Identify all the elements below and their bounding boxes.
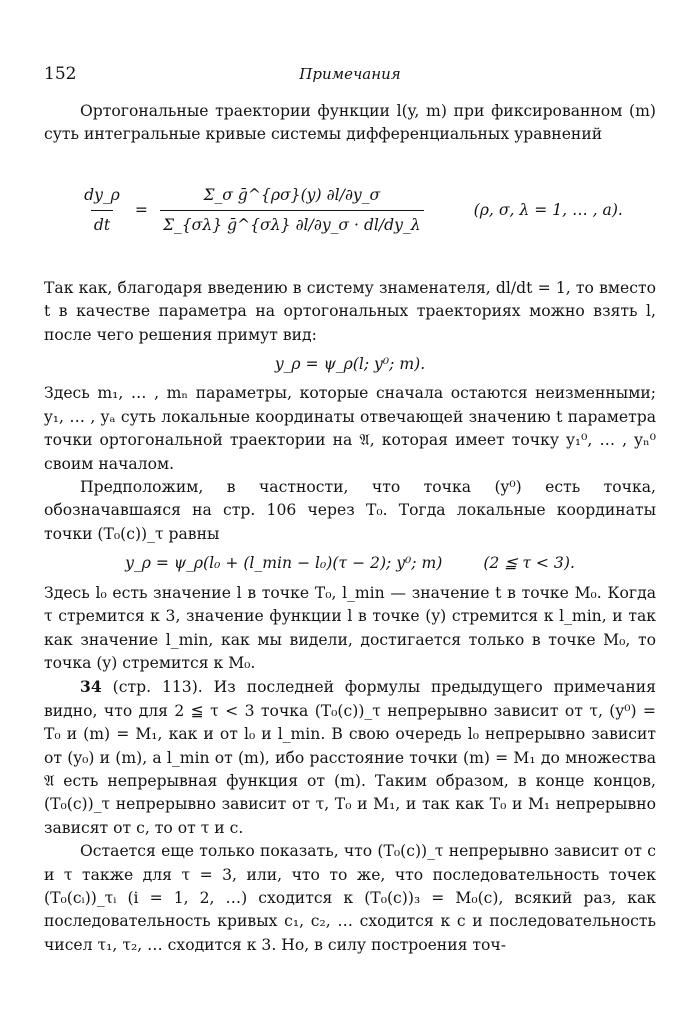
page-number: 152 [44, 64, 77, 84]
system-index-range: (ρ, σ, λ = 1, … , a). [473, 201, 623, 220]
note-number: 34 [80, 677, 102, 697]
paragraph-denominator: Так как, благодаря введению в систему знаменателя, dl/dt = 1, то вместо t в качестве параметра на ортогональных траекториях можно взять l, после чего решения примут вид: [44, 278, 656, 344]
paragraph-parameters: Здесь m₁, … , mₙ параметры, которые сначала остаются неизменными; y₁, … , yₐ суть локальные координаты отвечающей значению t параметра точки ортогональной траектории на 𝔄, которая имеет точку y₁⁰, … , yₙ⁰ своим началом. [44, 384, 656, 473]
local-coordinates-range: (2 ≦ τ < 3). [483, 554, 575, 573]
system-rhs: $\frac{\text{Σ\_σ ḡ\textasciicircum{}\{ρσ\}(y) ∂l/∂y\_σ}}{\text{Σ\_\{σλ\} ḡ\textasciicircum{}\{σλ\} ∂l/∂y\_σ · dl/dy\_λ}}$ [160, 184, 424, 238]
system-lhs: $\frac{dy\_\rho}{dt}$ [81, 184, 123, 238]
differential-system-formula: $\frac{dy\_\rho}{dt}$ = $\frac{\text{Σ\_σ ḡ\textasciicircum{}\{ρσ\}(y) ∂l/∂y\_σ}}{\text{Σ\_\{σλ\} ḡ\textasciicircum{}\{σλ\} ∂l/∂y\_σ · dl/dy\_λ}}$ (ρ, σ, λ = 1, … , a). [44, 151, 656, 271]
paragraph-l0-lmin: Здесь l₀ есть значение l в точке T₀, l_min — значение t в точке M₀. Когда τ стремится к 3, значение функции l в точке (y) стремится к l_min, и так как значение l_min, как мы видели, достигается только в точке M₀, то точка (y) стремится к M₀. [44, 583, 656, 672]
running-title: Примечания [299, 65, 401, 83]
page-header [44, 64, 656, 88]
paragraph-orthogonal-trajectories: Ортогональные траектории функции l(y, m) при фиксированном (m) суть интегральные кривые системы дифференциальных уравнений [44, 102, 656, 144]
note-34-text: (стр. 113). Из последней формулы предыдущего примечания видно, что для 2 ≦ τ < 3 точка (T₀(c))_τ непрерывно зависит от τ, (y⁰) = T₀ и (m) = M₁, как и от l₀ и l_min. В свою очередь l₀ непрерывно зависит от (y₀) и (m), а l_min от (m), ибо расстояние точки (m) = M₁ до множества 𝔄 есть непрерывная функция от (m). Таким образом, в конце концов, (T₀(c))_τ непрерывно зависит от τ, T₀ и M₁, и так как T₀ и M₁ непрерывно зависят от c, то от τ и c. [44, 678, 656, 837]
local-coordinates-formula: y_ρ = ψ_ρ(l₀ + (l_min − l₀)(τ − 2); y⁰; m) (2 ≦ τ < 3). [125, 554, 575, 573]
paragraph-remaining-proof: Остается еще только показать, что (T₀(c))_τ непрерывно зависит от c и τ также для τ = 3, или, что то же, что последовательность точек (T₀(cᵢ))_τᵢ (i = 1, 2, …) сходится к (T₀(c))₃ = M₀(c), всякий раз, как последовательность кривых c₁, c₂, … сходится к c и последовательность чисел τ₁, τ₂, … сходится к 3. Но, в силу построения точ- [44, 842, 656, 954]
solution-formula: y_ρ = ψ_ρ(l; y⁰; m). [274, 355, 426, 374]
page-body [44, 100, 656, 957]
note-34 [44, 675, 656, 840]
paragraph-suppose: Предположим, в частности, что точка (y⁰) есть точка, обозначавшаяся на стр. 106 через T₀. Тогда локальные координаты точки (T₀(c))_τ равны [44, 478, 656, 543]
